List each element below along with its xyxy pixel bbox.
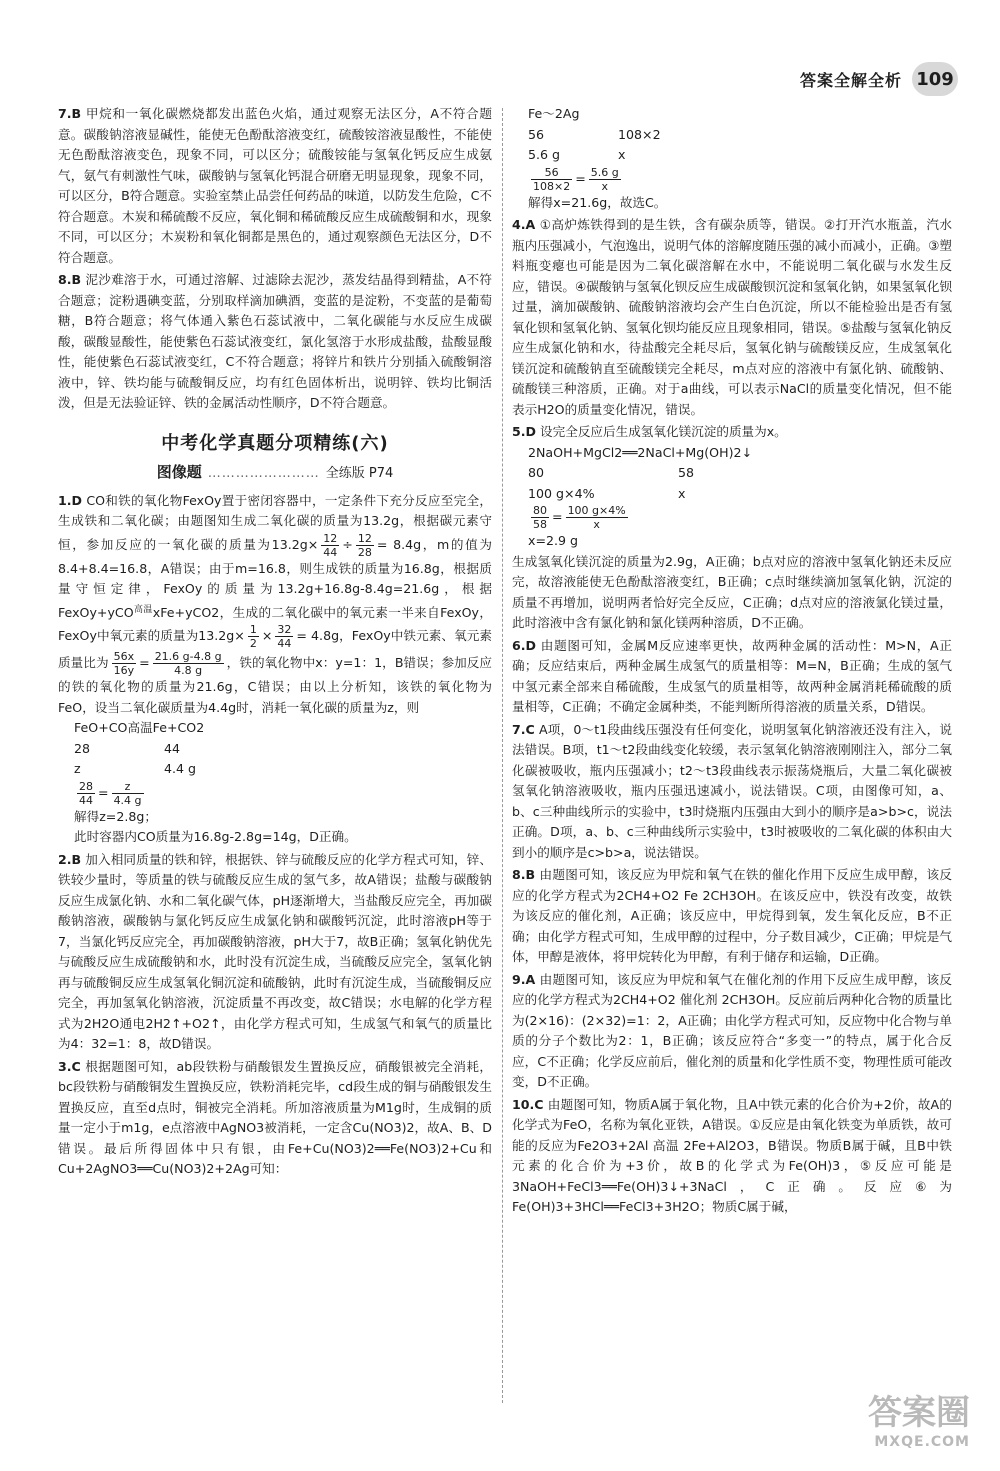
answer-7b: 7.B 甲烷和一氧化碳燃烧都发出蓝色火焰，通过观察无法区分，A不符合题意。碳酸钠溶液显碱性，能使无色酚酞溶液变红，硫酸铵溶液显酸性，不能使无色酚酞溶液变色，现象不同，可以区分；硫酸铵能与氢氧化钙反应生成氨气，氨气有刺激性气味，碳酸钠与氢氧化钙混合研磨无明显现象，现象不同，可以区分，B符合题意。实验室禁止品尝任何药品的味道，以防发生危险，C不符合题意。木炭和稀硫酸不反应，氧化铜和稀硫酸反应生成硫酸铜和水，现象不同，可以区分；木炭粉和氧化铜都是黑色的，通过观察颜色无法区分，D不符合题意。 <box>58 106 492 265</box>
right-column <box>512 104 952 1220</box>
equation: FeO+CO高温Fe+CO2 <box>74 720 205 736</box>
column-divider <box>502 108 503 1403</box>
calc-table: 28 44 z 4.4 g <box>74 740 197 777</box>
section-subtitle: 图像题 …………………… 全练版 P74 <box>58 462 492 485</box>
answer-5d: 5.D 设完全反应后生成氢氧化镁沉淀的质量为x。 2NaOH+MgCl2══2NaCl+Mg(OH)2↓ 80 58 100 g×4% x $\frac{80}{58}$ = $\frac{100 g\times 4\%}{x}$ x=2.9 g 生成氢氧化镁沉淀的质量为2.9g，A正确；b点对应的溶液中氢氧化钠还未反应完，故溶液能使无色酚酞溶液变红，B正确；c点时继续滴加氢氧化钠，沉淀的质量不再增加，说明两者恰好完全反应，C正确；d点对应的溶液氯化镁过量，此时溶液中含有氯化钠和氯化镁两种溶质，D不正确。 <box>512 424 952 630</box>
ratio: $\frac{28}{44}$ = $\frac{z}{4.4 g}$ <box>79 779 142 807</box>
answer-6d: 6.D 由题图可知，金属M反应速率更快，故两种金属的活动性：M>N，A正确；反应结束后，两种金属生成氢气的质量相等：M=N，B正确；生成的氢气中氢元素全部来自稀硫酸，生成氢气的质量相等，故两种金属消耗稀硫酸的质量相等，C正确；不确定金属种类，不能判断所得溶液的质量关系，D错误。 <box>512 637 952 714</box>
answer-1d: 1.D CO和铁的氧化物FexOy置于密闭容器中，一定条件下充分反应至完全，生成铁和二氧化碳；由题图知生成二氧化碳的质量为13.2g，根据碳元素守恒，参加反应的一氧化碳的质量为13.2g× $\frac{12}{44}$ ÷ $\frac{12}{28}$ = 8.4g，m的值为8.4+8.4=16.8，A错误；由于m=16.8，则生成铁的质量为16.8g，根据质量守恒定律，FexOy的质量为13.2g+16.8g-8.4g=21.6g，根据FexOy+yCO$^{高温}$xFe+yCO2，生成的二氧化碳中的氧元素一半来自FexOy，FexOy中氧元素的质量为13.2g× $\frac{1}{2}$ × $\frac{32}{44}$ = 4.8g，FexOy中铁元素、氧元素质量比为 $\frac{56x}{16y}$ = $\frac{21.6 g-4.8 g}{4.8 g}$ ，铁的氧化物中x：y=1：1，B错误；参加反应的铁的氧化物的质量为21.6g，C错误；由以上分析知，该铁的氧化物为FeO，设当二氧化碳质量为4.4g时，消耗一氧化碳的质量为z，则 FeO+CO高温Fe+CO2 28 44 z 4.4 g $\frac{28}{44}$ = $\frac{z}{4.4 g}$ 解得z=2.8g； 此时容器内CO质量为16.8g-2.8g=14g，D正确。 <box>58 492 493 845</box>
answer-2b: 2.B 加入相同质量的铁和锌，根据铁、锌与硫酸反应的化学方程式可知，锌、铁较少量时，等质量的铁与硫酸反应生成的氢气多，故A错误；盐酸与碳酸钠反应生成氯化钠、水和二氧化碳气体，pH逐渐增大，当盐酸反应完全，再加碳酸钠溶液，碳酸钠与氯化钙反应生成氯化钠和碳酸钙沉淀，此时溶液pH等于7，当氯化钙反应完全，再加碳酸钠溶液，pH大于7，故B正确；氢氧化钠优先与硫酸反应生成硫酸钠和水，此时没有沉淀生成，当硫酸反应完全，氢氧化钠再与硫酸铜反应生成氢氧化铜沉淀和硫酸钠，此时有沉淀生成，当硫酸铜反应完全，再加氢氧化钠溶液，沉淀质量不再改变，故C错误；水电解的化学方程式为2H2O通电2H2↑+O2↑，由化学方程式可知，生成氢气和氧气的质量比为4：32=1：8，故D错误。 <box>58 851 492 1052</box>
answer-10c: 10.C 由题图可知，物质A属于氧化物，且A中铁元素的化合价为+2价，故A的化学式为FeO，名称为氧化亚铁，A错误。①反应是由氧化铁变为单质铁，故可能的反应为Fe2O3+2Al 高温 2Fe+Al2O3，B错误。物质B属于碱，且B中铁元素的化合价为+3价，故B的化学式为Fe(OH)3，⑤反应可能是3NaOH+FeCl3══Fe(OH)3↓+3NaCl，C正确。反应⑥为Fe(OH)3+3HCl══FeCl3+3H2O；物质C属于碱， <box>512 1096 952 1214</box>
answer-8b-right: 8.B 由题图可知，该反应为甲烷和氧气在铁的催化作用下反应生成甲醇，该反应的化学方程式为2CH4+O2 Fe 2CH3OH。在该反应中，铁没有改变，故铁为该反应的催化剂，A正确；该反应中，甲烷得到氧，发生氧化反应，B不正确；由化学方程式可知，生成甲醇的过程中，分子数目减少，C正确；甲烷是气体，甲醇是液体，将甲烷转化为甲醇，有利于储存和运输，D正确。 <box>512 867 952 964</box>
page-number: 109 <box>912 62 958 96</box>
answer-7c: 7.C A项，0～t1段曲线压强没有任何变化，说明氢氧化钠溶液还没有注入，说法错误。B项，t1～t2段曲线变化较缓，表示氢氧化钠溶液刚刚注入，部分二氧化碳被吸收，瓶内压强减小；t2～t3段曲线表示振荡烧瓶后，大量二氧化碳被氢氧化钠溶液吸收，瓶内压强迅速减小，说法错误。C项，由图像可知，a、b、c三种曲线所示的实验中，t3时烧瓶内压强由大到小的顺序是a>b>c，说法正确。D项，a、b、c三种曲线所示实验中，t3时被吸收的二氧化碳的体积由大到小的顺序是c>b>a，说法错误。 <box>512 721 952 860</box>
section-ref: 全练版 P74 <box>325 466 394 481</box>
header-title: 答案全解全析 <box>799 70 902 90</box>
page-header <box>800 62 958 96</box>
watermark-logo: 答案圈 MXQE.COM <box>868 1393 970 1450</box>
left-column <box>58 104 492 1182</box>
answer-8b: 8.B 泥沙难溶于水，可通过溶解、过滤除去泥沙，蒸发结晶得到精盐，A不符合题意；淀粉遇碘变蓝，分别取样滴加碘酒，变蓝的是淀粉，不变蓝的是葡萄糖，B符合题意；将气体通入紫色石蕊试液中，二氧化碳能与水反应生成碳酸，碳酸显酸性，能使紫色石蕊试液变红，氯化氢溶于水形成盐酸，盐酸显酸性，能使紫色石蕊试液变红，C不符合题意；将锌片和铁片分别插入硫酸铜溶液中，锌、铁均能与硫酸铜反应，均有红色固体析出，说明锌、铁均比铜活泼，但是无法验证锌、铁的金属活动性顺序，D不符合题意。 <box>58 272 492 410</box>
answer-4a: 4.A ①高炉炼铁得到的是生铁，含有碳杂质等，错误。②打开汽水瓶盖，汽水瓶内压强减小，气泡逸出，说明气体的溶解度随压强的减小而减小，正确。③塑料瓶变瘪也可能是因为二氧化碳溶解在水中，不能说明二氧化碳与水发生反应，错误。④碳酸钠与氢氧化钡反应生成碳酸钡沉淀和氢氧化钠，如果氢氧化钡过量，滴加碳酸钠、硫酸钠溶液均会产生白色沉淀，所以不能检验出是否有氢氧化钡和氢氧化钠、氢氧化钡均能反应且现象相同，错误。⑤盐酸与氢氧化钠反应生成氯化钠和水，待盐酸完全耗尽后，氢氧化钠与硫酸镁反应，生成氢氧化镁沉淀和硫酸钠直至硫酸镁完全耗尽，m点对应的溶液中有氯化钠、硫酸钠、硫酸镁三种溶质，正确。对于a曲线，可以表示NaCl的质量变化情况，但不能表示H2O的质量变化情况，错误。 <box>512 217 952 417</box>
section-title: 中考化学真题分项精练(六) <box>161 432 389 454</box>
answer-3c: 3.C 根据题图可知，ab段铁粉与硝酸银发生置换反应，硝酸银被完全消耗，bc段铁粉与硝酸铜发生置换反应，铁粉消耗完毕，cd段生成的铜与硝酸银发生置换反应，直至d点时，铜被完全消耗。所加溶液质量为M1g时，生成铜的质量一定小于m1g，e点溶液中AgNO3被消耗，一定含Cu(NO3)2，故A、B、D错误。最后所得固体中只有银，由Fe+Cu(NO3)2══Fe(NO3)2+Cu和Cu+2AgNO3══Cu(NO3)2+2Ag可知： <box>58 1058 492 1177</box>
answer-3c-continued: Fe～2Ag 56 108×2 5.6 g x $\frac{56}{108\times 2}$ = $\frac{5.6 g}{x}$ 解得x=21.6g，故选C。 <box>528 106 667 210</box>
answer-9a: 9.A 由题图可知，该反应为甲烷和氧气在催化剂的作用下反应生成甲醇，该反应的化学方程式为2CH4+O2 催化剂 2CH3OH。反应前后两种化合物的质量比为(2×16)：(2×32)=1：2，A正确；由化学方程式可知，反应物中化合物与单质的分子个数比为2：1，B正确；该反应符合“多变一”的特点，属于化合反应，C不正确；化学反应前后，催化剂的质量和化学性质不变，物理性质可能改变，D不正确。 <box>512 971 952 1089</box>
